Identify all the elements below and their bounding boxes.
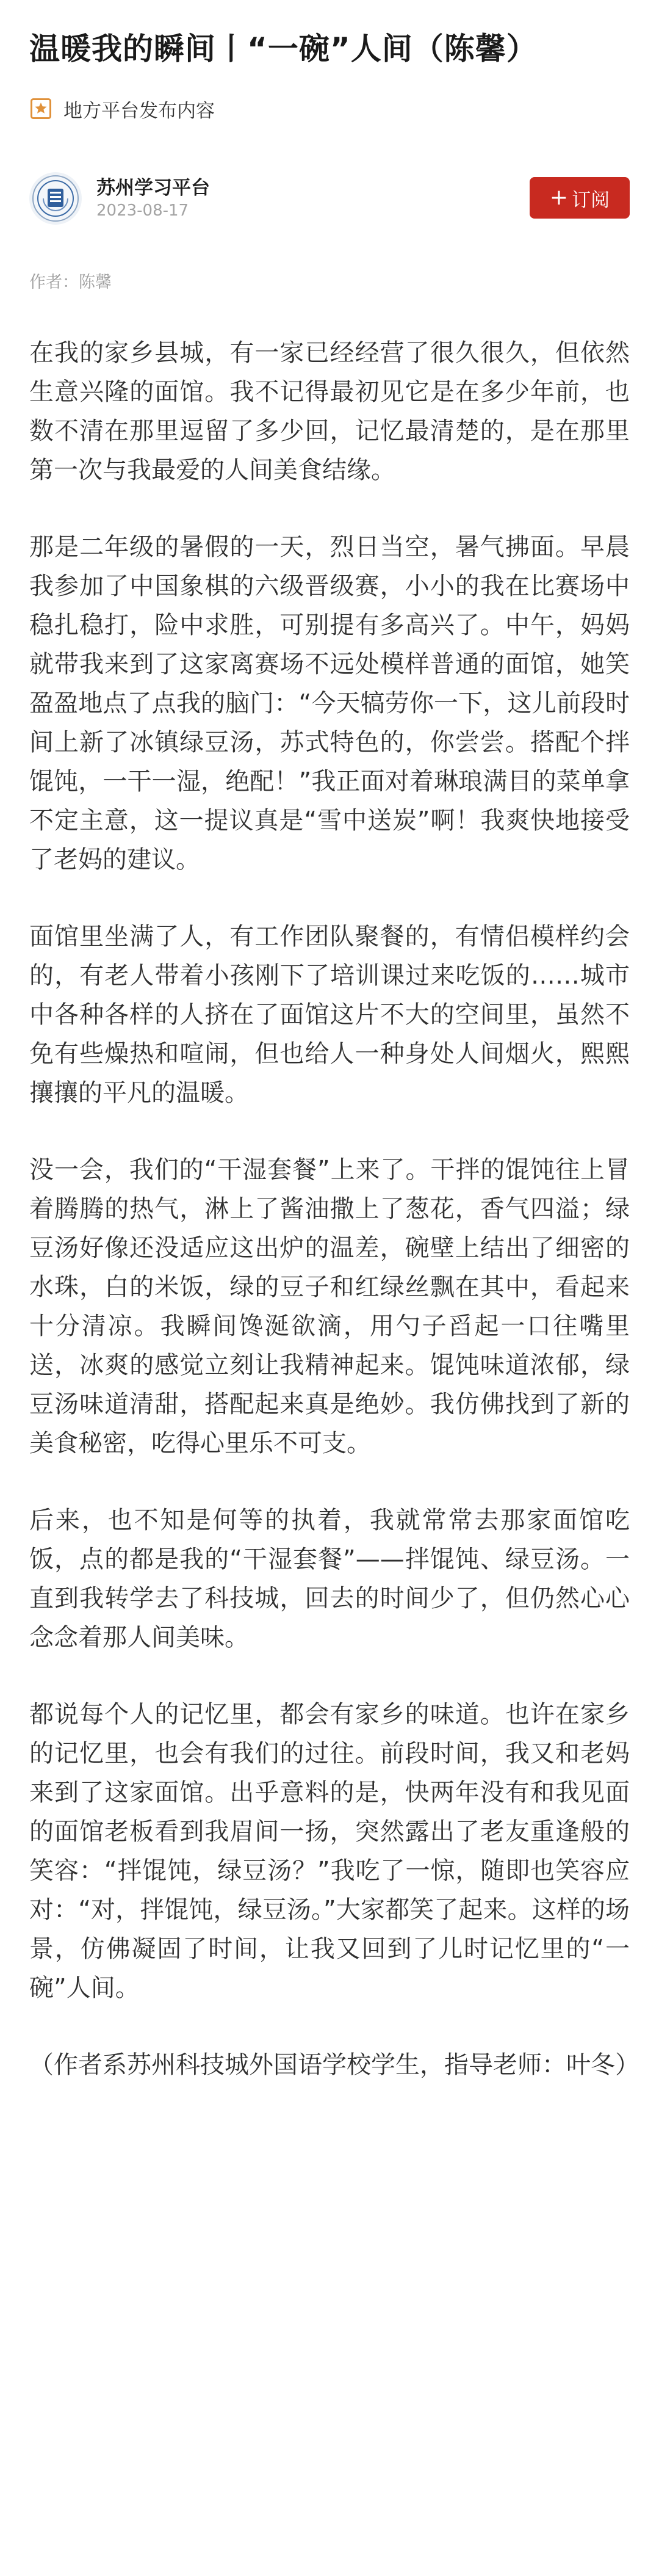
subscribe-label: 订阅 — [572, 189, 610, 211]
article-paragraph: 没一会，我们的“干湿套餐”上来了。干拌的馄饨往上冒着腾腾的热气，淋上了酱油撒上了葱花，香气四溢；绿豆汤好像还没适应这出炉的温差，碗壁上结出了细密的水珠，白的米饭，绿的豆子和红绿丝飘在其中，看起来十分清凉。我瞬间馋涎欲滴，用勺子舀起一口往嘴里送，冰爽的感觉立刻让我精神起来。馄饨味道浓郁，绿豆汤味道清甜，搭配起来真是绝妙。我仿佛找到了新的美食秘密，吃得心里乐不可支。 — [29, 1156, 630, 1457]
article-paragraph: 面馆里坐满了人，有工作团队聚餐的，有情侣模样约会的，有老人带着小孩刚下了培训课过来吃饭的……城市中各种各样的人挤在了面馆这片不大的空间里，虽然不免有些燥热和喧闹，但也给人一种身处人间烟火，熙熙攘攘的平凡的温暖。 — [29, 923, 630, 1107]
source-row — [29, 94, 215, 123]
subscribe-button[interactable] — [530, 177, 630, 219]
platform-logo-icon[interactable] — [29, 172, 82, 225]
article-paragraph: 后来，也不知是何等的执着，我就常常去那家面馆吃饭，点的都是我的“干湿套餐”——拌馄饨、绿豆汤。一直到我转学去了科技城，回去的时间少了，但仍然心心念念着那人间美味。 — [29, 1506, 630, 1652]
plus-icon: + — [549, 185, 569, 210]
publish-date: 2023-08-17 — [96, 201, 189, 220]
source-label: 地方平台发布内容 — [63, 100, 215, 122]
account-card — [29, 170, 630, 228]
article-paragraph: 都说每个人的记忆里，都会有家乡的味道。也许在家乡的记忆里，也会有我们的过往。前段时间，我又和老妈来到了这家面馆。出乎意料的是，快两年没有和我见面的面馆老板看到我眉间一扬，突然露出了老友重逢般的笑容：“拌馄饨，绿豆汤？”我吃了一惊，随即也笑容应对：“对，拌馄饨，绿豆汤。”大家都笑了起来。这样的场景，仿佛凝固了时间，让我又回到了儿时记忆里的“一碗”人间。 — [29, 1700, 630, 2002]
author-line: 作者：陈馨 — [29, 273, 112, 292]
article-title: 温暖我的瞬间丨“一碗”人间（陈馨） — [29, 31, 538, 67]
article-body — [29, 333, 639, 2122]
star-badge-icon — [29, 97, 52, 120]
account-name[interactable]: 苏州学习平台 — [96, 177, 210, 199]
article-paragraph: 那是二年级的暑假的一天，烈日当空，暑气拂面。早晨我参加了中国象棋的六级晋级赛，小小的我在比赛场中稳扎稳打，险中求胜，可别提有多高兴了。中午，妈妈就带我来到了这家离赛场不远处模样普通的面馆，她笑盈盈地点了点我的脑门：“今天犒劳你一下，这儿前段时间上新了冰镇绿豆汤，苏式特色的，你尝尝。搭配个拌馄饨，一干一湿，绝配！”我正面对着琳琅满目的菜单拿不定主意，这一提议真是“雪中送炭”啊！我爽快地接受了老妈的建议。 — [29, 533, 630, 874]
article-paragraph: 在我的家乡县城，有一家已经经营了很久很久，但依然生意兴隆的面馆。我不记得最初见它是在多少年前，也数不清在那里逗留了多少回，记忆最清楚的，是在那里第一次与我最爱的人间美食结缘。 — [29, 339, 630, 484]
article-footnote: （作者系苏州科技城外国语学校学生，指导老师：叶冬） — [29, 2051, 639, 2079]
